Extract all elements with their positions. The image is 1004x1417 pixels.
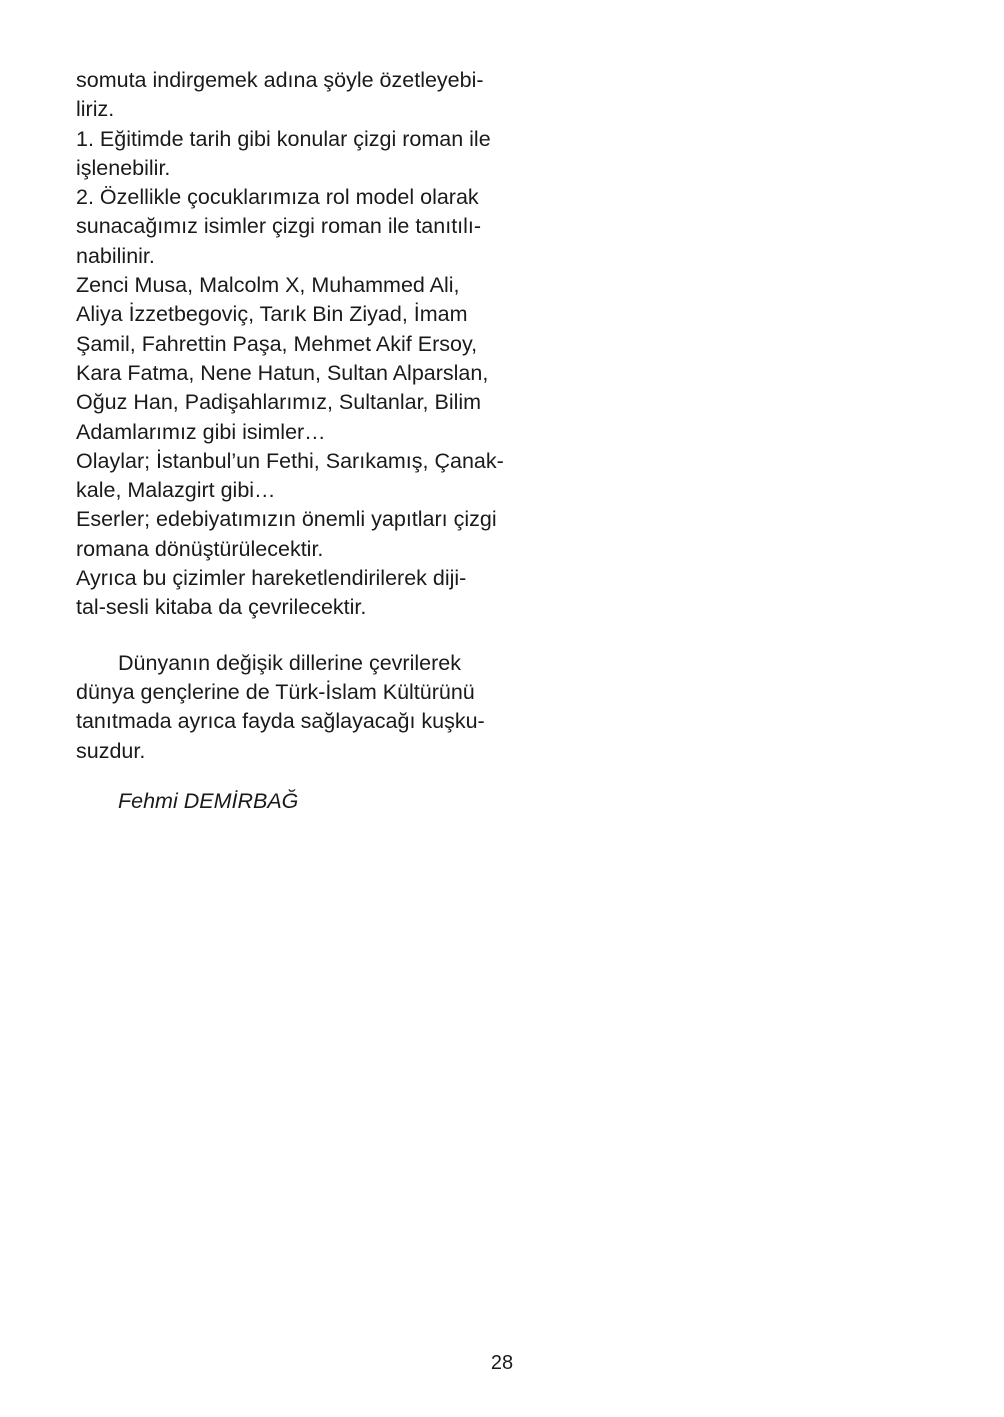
text-line: Eserler; edebiyatımızın önemli yapıtları çizgi (76, 507, 497, 532)
text-line: Şamil, Fahrettin Paşa, Mehmet Akif Ersoy, (76, 331, 478, 356)
text-line: nabilinir. (76, 243, 155, 268)
text-line: dünya gençlerine de Türk-İslam Kültürünü (76, 679, 475, 704)
paragraph-body-2 (76, 649, 516, 766)
text-line: Aliya İzzetbegoviç, Tarık Bin Ziyad, İmam (76, 302, 468, 327)
text-line: suzdur. (76, 738, 146, 763)
text-line: Dünyanın değişik dillerine çevrilerek (118, 650, 461, 675)
page-number: 28 (490, 1352, 514, 1374)
paragraph-signature (76, 787, 516, 816)
text-line: sunacağımız isimler çizgi roman ile tanıtılı- (76, 214, 482, 239)
text-line: Oğuz Han, Padişahlarımız, Sultanlar, Bilim (76, 390, 482, 415)
paragraph-body-1 (76, 66, 516, 623)
text-line: işlenebilir. (76, 155, 171, 180)
text-column (76, 66, 516, 816)
text-line: Olaylar; İstanbul’un Fethi, Sarıkamış, Çanak- (76, 448, 504, 473)
text-line: Fehmi DEMİRBAĞ (118, 788, 299, 813)
text-line: 2. Özellikle çocuklarımıza rol model olarak (76, 185, 479, 210)
text-line: 1. Eğitimde tarih gibi konular çizgi roman ile (76, 126, 491, 151)
text-line: liriz. (76, 97, 115, 122)
text-line: Ayrıca bu çizimler hareketlendirilerek diji- (76, 566, 467, 591)
text-line: tanıtmada ayrıca fayda sağlayacağı kuşku- (76, 709, 485, 734)
text-line: romana dönüştürülecektir. (76, 536, 324, 561)
text-line: Zenci Musa, Malcolm X, Muhammed Ali, (76, 273, 460, 298)
text-line: tal-sesli kitaba da çevrilecektir. (76, 595, 367, 620)
text-line: somuta indirgemek adına şöyle özetleyebi- (76, 68, 484, 92)
text-line: Adamlarımız gibi isimler… (76, 419, 326, 444)
text-line: kale, Malazgirt gibi… (76, 478, 276, 503)
text-line: Kara Fatma, Nene Hatun, Sultan Alparslan, (76, 360, 489, 385)
